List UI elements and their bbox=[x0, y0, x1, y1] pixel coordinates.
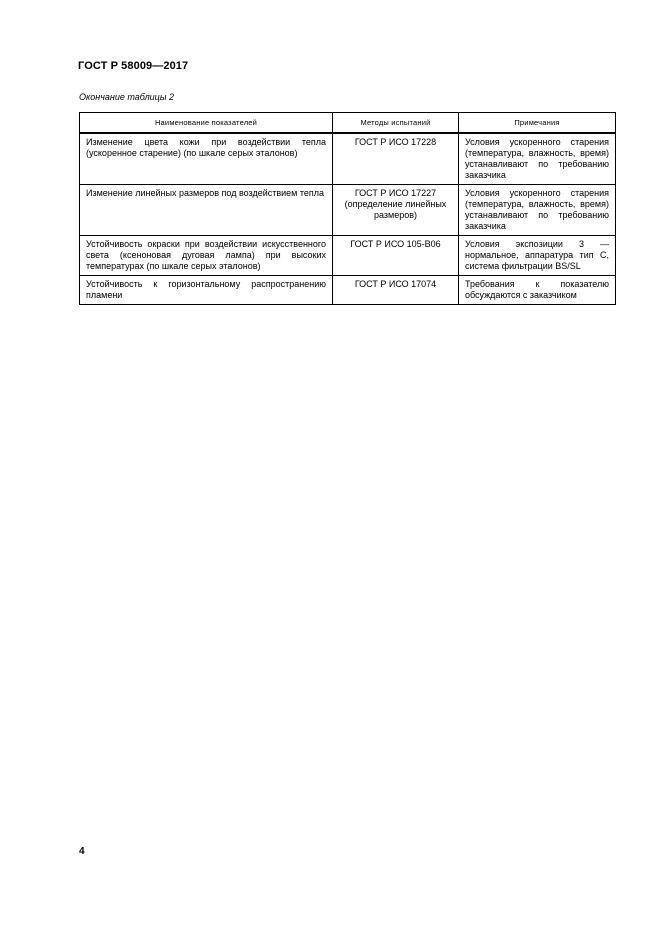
indicator-name: Устойчивость окраски при воздействии искусственного света (ксеноновая дуговая лампа) при высоких температурах (по шкале серых эталонов) bbox=[80, 236, 333, 276]
document-code: ГОСТ Р 58009—2017 bbox=[78, 60, 189, 72]
indicator-name: Изменение линейных размеров под воздействием тепла bbox=[80, 185, 333, 236]
test-method: ГОСТ Р ИСО 17228 bbox=[333, 133, 459, 185]
note: Условия ускоренного старения (температура, влажность, время) устанавливают по требованию заказчика bbox=[459, 133, 616, 185]
table-row bbox=[80, 185, 616, 236]
table-row bbox=[80, 133, 616, 185]
specification-table bbox=[79, 112, 616, 305]
table-caption: Окончание таблицы 2 bbox=[79, 92, 174, 102]
table-row bbox=[80, 236, 616, 276]
test-method: ГОСТ Р ИСО 17074 bbox=[333, 276, 459, 305]
column-header-method: Методы испытаний bbox=[333, 113, 459, 134]
test-method: ГОСТ Р ИСО 105-В06 bbox=[333, 236, 459, 276]
indicator-name: Устойчивость к горизонтальному распространению пламени bbox=[80, 276, 333, 305]
table-row bbox=[80, 276, 616, 305]
column-header-name: Наименование показателей bbox=[80, 113, 333, 134]
note: Условия экспозиции 3 — нормальное, аппаратура тип С, система фильтрации BS/SL bbox=[459, 236, 616, 276]
note: Условия ускоренного старения (температура, влажность, время) устанавливают по требованию заказчика bbox=[459, 185, 616, 236]
page-number: 4 bbox=[79, 846, 85, 857]
indicator-name: Изменение цвета кожи при воздействии тепла (ускоренное старение) (по шкале серых эталонов) bbox=[80, 133, 333, 185]
test-method: ГОСТ Р ИСО 17227 (определение линейных размеров) bbox=[333, 185, 459, 236]
note: Требования к показателю обсуждаются с заказчиком bbox=[459, 276, 616, 305]
column-header-note: Примечания bbox=[459, 113, 616, 134]
table-header-row bbox=[80, 113, 616, 134]
